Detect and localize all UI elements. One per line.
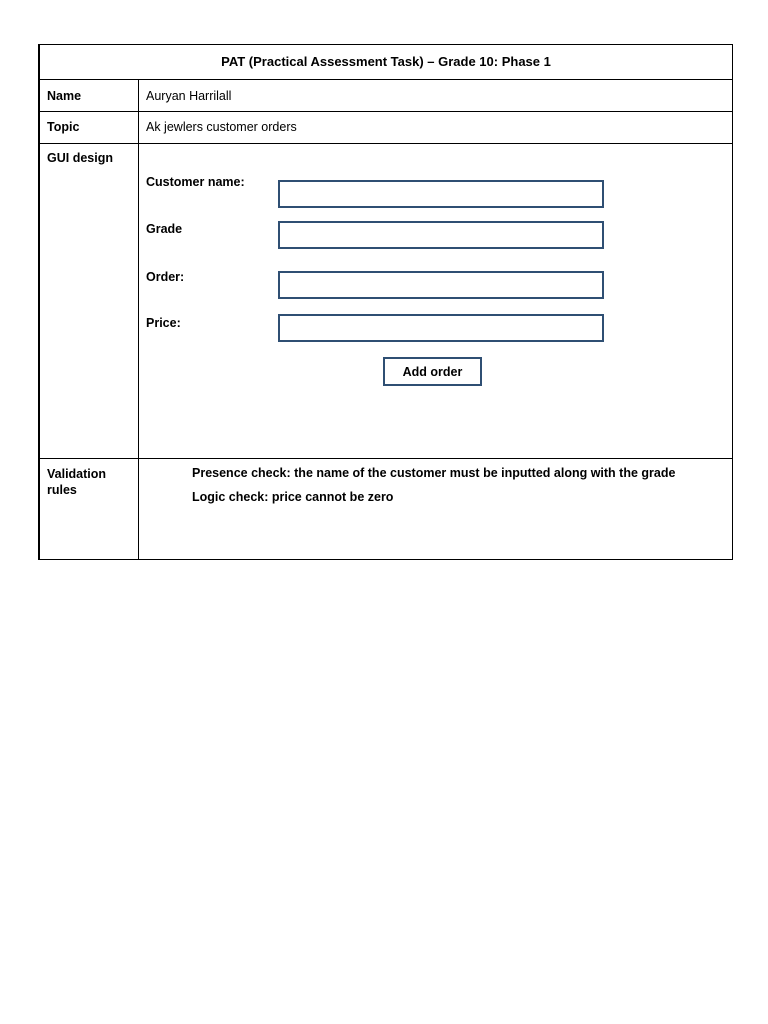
grade-input[interactable] <box>278 221 604 249</box>
column-divider <box>138 79 139 559</box>
price-label: Price: <box>146 316 181 330</box>
customer-name-label: Customer name: <box>146 175 245 189</box>
grade-label: Grade <box>146 222 183 236</box>
validation-rule-presence: Presence check: the name of the customer must be inputted along with the grade <box>192 466 676 480</box>
validation-label-line1: Validation <box>47 467 107 481</box>
row-divider <box>40 79 732 80</box>
topic-value: Ak jewlers customer orders <box>146 120 297 134</box>
document-title: PAT (Practical Assessment Task) – Grade 10: Phase 1 <box>221 54 551 69</box>
order-input[interactable] <box>278 271 604 299</box>
pat-table <box>38 44 733 560</box>
customer-name-input[interactable] <box>278 180 604 208</box>
name-value: Auryan Harrilall <box>146 89 232 103</box>
price-input[interactable] <box>278 314 604 342</box>
row-divider <box>40 458 732 459</box>
validation-rule-logic: Logic check: price cannot be zero <box>192 490 394 504</box>
order-label: Order: <box>146 270 185 284</box>
name-label: Name <box>47 89 82 103</box>
row-divider <box>40 143 732 144</box>
topic-label: Topic <box>47 120 80 134</box>
validation-label-line2: rules <box>47 483 77 497</box>
row-divider <box>40 111 732 112</box>
gui-design-label: GUI design <box>47 151 113 165</box>
add-order-button[interactable]: Add order <box>383 357 482 386</box>
